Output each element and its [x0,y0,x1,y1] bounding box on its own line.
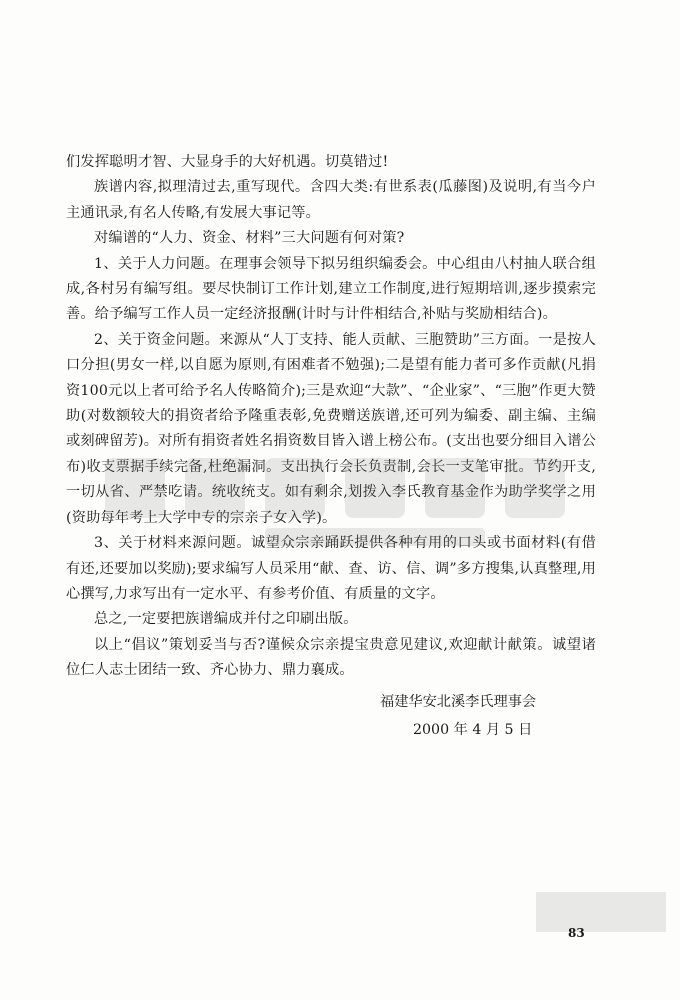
paragraph-summary: 总之,一定要把族谱编成并付之印刷出版。 [94,611,358,628]
paragraph-manpower: 1、关于人力问题。在理事会领导下拟另组织编委会。中心组由八村抽人联合组成,各村另有编写组。要尽快制订工作计划,建立工作制度,进行短期培训,逐步摸索完善。给予编写工作人员一定经济报酬(计时与计件相结合,补贴与奖励相结合)。 [66,255,596,323]
signature-organization: 福建华安北溪李氏理事会 [380,694,537,710]
paragraph-funding: 2、关于资金问题。来源从“人丁支持、能人贡献、三胞赞助”三方面。一是按人口分担(男女一样,以自愿为原则,有困难者不勉强);二是望有能力者可多作贡献(凡捐资100元以上者可给予名人传略简介);三是欢迎“大款”、“企业家”、“三胞”作更大赞助(对数额较大的捐资者给予隆重表彰,免费赠送族谱,还可列为编委、副主编、主编或刻碑留芳)。对所有捐资者姓名捐资数目皆入谱上榜公布。(支出也要分细目入谱公布)收支票据手续完备,杜绝漏洞。支出执行会长负责制,会长一支笔审批。节约开支,一切从省、严禁吃请。统收统支。如有剩余,划拨入李氏教育基金作为助学奖学之用(资助每年考上大学中专的宗亲子女入学)。 [66,331,596,526]
paragraph-closing: 以上“倡议”策划妥当与否?谨候众宗亲提宝贵意见建议,欢迎献计献策。诚望诸位仁人志士团结一致、齐心协力、鼎力襄成。 [66,636,596,679]
signature-date: 2000 年 4 月 5 日 [413,722,533,738]
paragraph-continuation: 们发挥聪明才智、大显身手的大好机遇。切莫错过! [66,154,389,170]
paragraph-question: 对编谱的“人力、资金、材料”三大问题有何对策? [94,230,405,247]
signature-block [380,688,600,744]
paragraph-materials: 3、关于材料来源问题。诚望众宗亲踊跃提供各种有用的口头或书面材料(有借有还,还要加以奖励);要求编写人员采用“献、查、访、信、调”多方搜集,认真整理,用心撰写,力求写出有一定水平、有参考价值、有质量的文字。 [66,535,596,602]
corner-watermark-graphic [536,892,666,932]
page-number: 83 [568,926,585,940]
body-text [66,150,596,684]
paragraph-contents: 族谱内容,拟理清过去,重写现代。含四大类:有世系表(瓜藤图)及说明,有当今户主通讯录,有名人传略,有发展大事记等。 [66,179,596,221]
